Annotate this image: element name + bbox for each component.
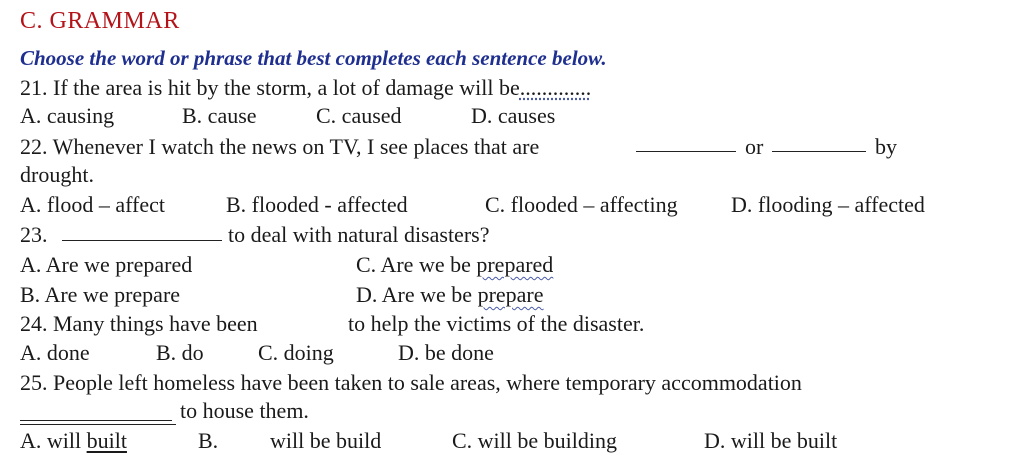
question-24-text-a: 24. Many things have been — [20, 311, 258, 336]
question-22-by: by — [875, 134, 897, 159]
q24-option-b[interactable]: B. do — [156, 340, 204, 365]
q24-option-a[interactable]: A. done — [20, 340, 90, 365]
q23-option-d[interactable] — [356, 282, 544, 308]
question-23-number: 23. — [20, 222, 48, 247]
question-22-or: or — [745, 134, 764, 159]
question-24-text-b: to help the victims of the disaster. — [348, 311, 645, 336]
question-25-blank — [20, 420, 172, 421]
question-21-blank: ............. — [519, 75, 592, 100]
q23-option-c-word: prepared — [476, 252, 554, 277]
q21-option-a[interactable]: A. causing — [20, 103, 115, 128]
question-25-text-a: 25. People left homeless have been taken to sale areas, where temporary accommodation — [20, 370, 802, 395]
q22-option-c[interactable]: C. flooded – affecting — [485, 192, 678, 217]
q25-option-b[interactable]: will be build — [270, 428, 382, 453]
q25-option-a-word: built — [86, 428, 127, 453]
q25-option-a-prefix: A. will — [20, 428, 87, 453]
q21-option-d[interactable]: D. causes — [471, 103, 556, 128]
q24-option-d[interactable]: D. be done — [398, 340, 494, 365]
q22-option-a[interactable]: A. flood – affect — [20, 192, 165, 217]
q22-option-d[interactable]: D. flooding – affected — [731, 192, 925, 217]
q23-option-a[interactable]: A. Are we prepared — [20, 252, 193, 277]
q23-option-c-prefix: C. Are we be — [356, 252, 477, 277]
q23-option-d-word: prepare — [477, 282, 544, 307]
q24-option-c[interactable]: C. doing — [258, 340, 334, 365]
question-21 — [20, 75, 591, 101]
section-title: C. GRAMMAR — [20, 8, 180, 34]
question-23-blank — [62, 222, 222, 241]
question-22 — [20, 134, 539, 160]
question-22-continuation: drought. — [20, 162, 94, 187]
instructions: Choose the word or phrase that best completes each sentence below. — [20, 46, 607, 70]
q25-option-c[interactable]: C. will be building — [452, 428, 617, 453]
q22-option-b[interactable]: B. flooded - affected — [226, 192, 408, 217]
question-23-text: to deal with natural disasters? — [228, 222, 490, 247]
q25-option-a[interactable] — [20, 428, 127, 454]
q21-option-b[interactable]: B. cause — [182, 103, 257, 128]
q23-option-c[interactable] — [356, 252, 553, 278]
question-25-divider — [20, 424, 176, 425]
q25-option-d[interactable]: D. will be built — [704, 428, 838, 453]
question-21-text: 21. If the area is hit by the storm, a lot of damage will be — [20, 75, 520, 100]
question-22-text: 22. Whenever I watch the news on TV, I see places that are — [20, 134, 540, 159]
q25-option-b-label[interactable]: B. — [198, 428, 219, 453]
q21-option-c[interactable]: C. caused — [316, 103, 402, 128]
question-25-text-b: to house them. — [180, 398, 309, 423]
q23-option-b[interactable]: B. Are we prepare — [20, 282, 181, 307]
question-22-blank-2 — [772, 133, 866, 152]
q23-option-d-prefix: D. Are we be — [356, 282, 478, 307]
question-22-blank-1 — [636, 133, 736, 152]
